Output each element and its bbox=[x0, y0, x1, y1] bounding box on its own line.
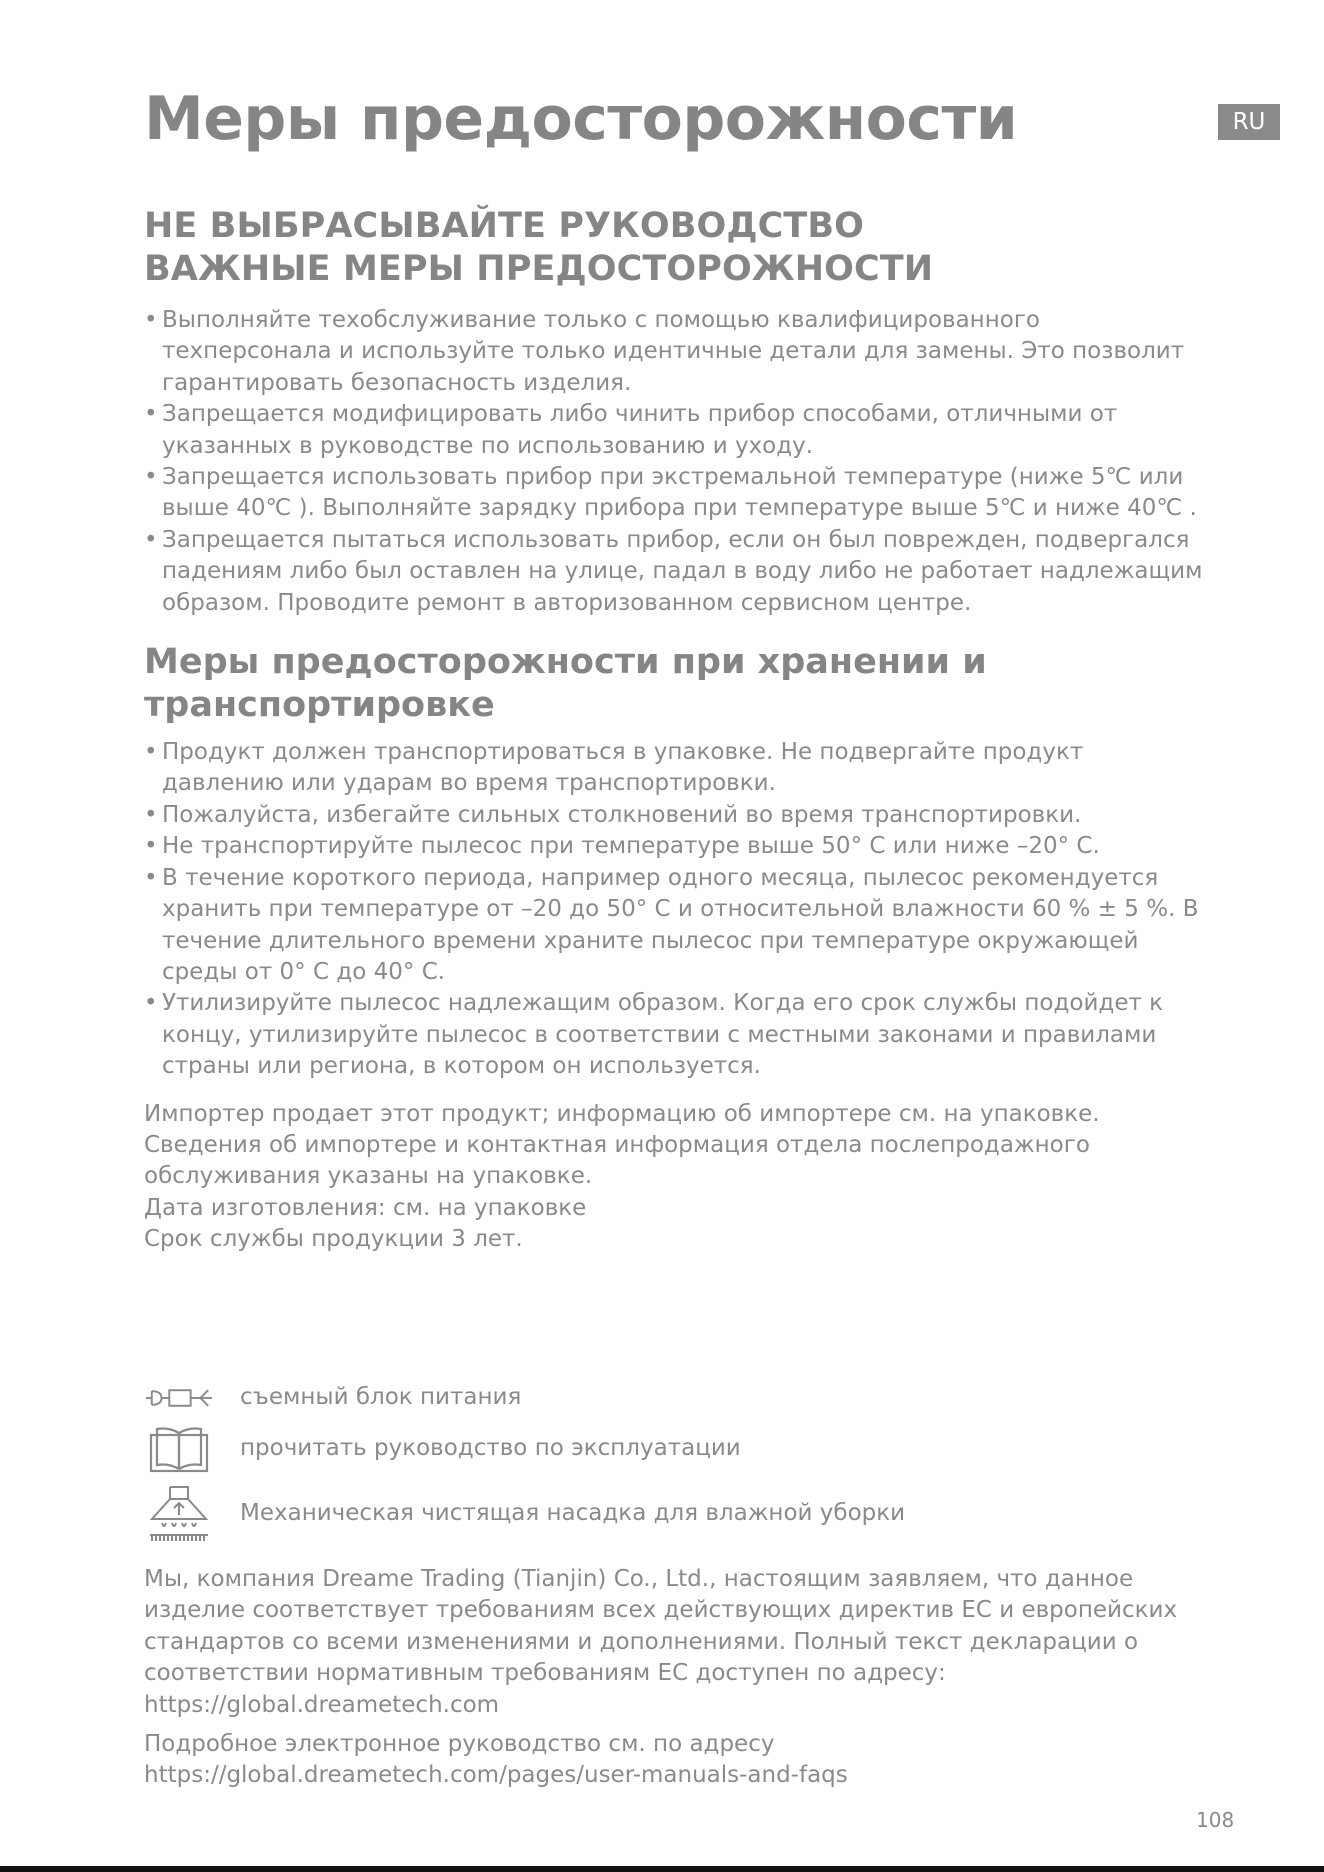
page-number: 108 bbox=[1196, 1808, 1235, 1832]
list-item-text: Продукт должен транспортироваться в упаковке. Не подвергайте продукт давлению или ударам во время транспортировки. bbox=[162, 739, 1084, 797]
main-content bbox=[144, 205, 1204, 1256]
manufacture-date: Дата изготовления: см. на упаковке bbox=[144, 1194, 587, 1221]
list-item-text: Выполняйте техобслуживание только с помощью квалифицированного техперсонала и используйте только идентичные детали для замены. Это позволит гарантировать безопасность изделия. bbox=[162, 307, 1185, 396]
list-item bbox=[144, 831, 1204, 862]
bullet-dot: • bbox=[144, 864, 158, 891]
symbol-label: съемный блок питания bbox=[240, 1384, 522, 1410]
declaration-text: Мы, компания Dreame Trading (Tianjin) Co., Ltd., настоящим заявляем, что данное изделие соответствует требованиям всех действующих директив ЕС и европейских стандартов со всеми изменениями и дополнениями. Полный текст декларации о соответствии нормативным требованиям ЕС доступен по адресу: https://global.dreametech.com bbox=[144, 1566, 1178, 1718]
symbol-row bbox=[144, 1378, 522, 1418]
wet-cleaning-attachment-icon bbox=[144, 1485, 214, 1543]
list-item bbox=[144, 800, 1204, 831]
section-heading-storage-transport bbox=[144, 641, 1204, 727]
list-item-text: Не транспортируйте пылесос при температуре выше 50° C или ниже –20° C. bbox=[162, 833, 1100, 860]
bullet-dot: • bbox=[144, 526, 158, 553]
symbol-label: Механическая чистящая насадка для влажной уборки bbox=[240, 1500, 906, 1526]
symbol-label: прочитать руководство по эксплуатации bbox=[240, 1435, 741, 1461]
bullet-dot: • bbox=[144, 307, 158, 333]
list-item-text: Запрещается модифицировать либо чинить прибор способами, отличными от указанных в руководстве по использованию и уходу. bbox=[162, 401, 1118, 459]
section-heading-line: НЕ ВЫБРАСЫВАЙТЕ РУКОВОДСТВО bbox=[144, 206, 865, 246]
manual-link-text bbox=[144, 1729, 1204, 1792]
manual-link-url[interactable]: https://global.dreametech.com/pages/user-manuals-and-faqs bbox=[144, 1762, 848, 1789]
page-title: Меры предосторожности bbox=[144, 84, 1018, 154]
bullet-dot: • bbox=[144, 739, 158, 766]
bottom-divider bbox=[0, 1866, 1324, 1872]
section-heading-line: транспортировке bbox=[144, 685, 495, 726]
service-life: Срок службы продукции 3 лет. bbox=[144, 1226, 523, 1253]
list-item bbox=[144, 737, 1204, 800]
list-item bbox=[144, 525, 1204, 619]
list-item-text: Пожалуйста, избегайте сильных столкновений во время транспортировки. bbox=[162, 801, 1082, 828]
symbol-row bbox=[144, 1424, 741, 1474]
list-item-text: Утилизируйте пылесос надлежащим образом. Когда его срок службы подойдет к концу, утилизируйте пылесос в соответствии с местными законами и правилами страны или региона, в котором он используется. bbox=[162, 990, 1164, 1080]
bullet-dot: • bbox=[144, 833, 158, 860]
list-item-text: В течение короткого периода, например одного месяца, пылесос рекомендуется хранить при температуре от –20 до 50° C и относительной влажности 60 % ± 5 %. В течение длительного времени храните пылесос при температуре окружающей среды от 0° C до 40° C. bbox=[162, 864, 1199, 985]
list-item bbox=[144, 305, 1204, 399]
section-heading-line: ВАЖНЫЕ МЕРЫ ПРЕДОСТОРОЖНОСТИ bbox=[144, 249, 934, 289]
bullet-dot: • bbox=[144, 464, 158, 491]
symbol-row bbox=[144, 1484, 906, 1544]
section-heading-important-safety bbox=[144, 205, 1204, 291]
bullet-dot: • bbox=[144, 401, 158, 428]
storage-bullet-list bbox=[144, 737, 1204, 1082]
safety-bullet-list bbox=[144, 305, 1204, 619]
list-item-text: Запрещается пытаться использовать прибор, если он был поврежден, подвергался падениям либо был оставлен на улице, падал в воду либо не работает надлежащим образом. Проводите ремонт в авторизованном сервисном центре. bbox=[162, 526, 1203, 616]
list-item bbox=[144, 399, 1204, 462]
declaration-block bbox=[144, 1564, 1204, 1792]
importer-info bbox=[144, 1099, 1204, 1256]
bullet-dot: • bbox=[144, 801, 158, 828]
importer-line: Сведения об импортере и контактная информация отдела послепродажного обслуживания указаны на упаковке. bbox=[144, 1131, 1090, 1190]
manual-link-caption: Подробное электронное руководство см. по адресу bbox=[144, 1731, 775, 1758]
detachable-power-supply-icon bbox=[144, 1386, 214, 1410]
read-manual-icon bbox=[144, 1425, 214, 1473]
language-badge: RU bbox=[1218, 104, 1280, 140]
list-item bbox=[144, 863, 1204, 989]
list-item bbox=[144, 988, 1204, 1082]
list-item-text: Запрещается использовать прибор при экстремальной температуре (ниже 5℃ или выше 40℃ ). Выполняйте зарядку прибора при температуре выше 5℃ и ниже 40℃ . bbox=[162, 464, 1197, 522]
bullet-dot: • bbox=[144, 990, 158, 1017]
importer-line: Импортер продает этот продукт; информацию об импортере см. на упаковке. bbox=[144, 1100, 1100, 1127]
list-item bbox=[144, 462, 1204, 525]
section-heading-line: Меры предосторожности при хранении и bbox=[144, 642, 987, 683]
